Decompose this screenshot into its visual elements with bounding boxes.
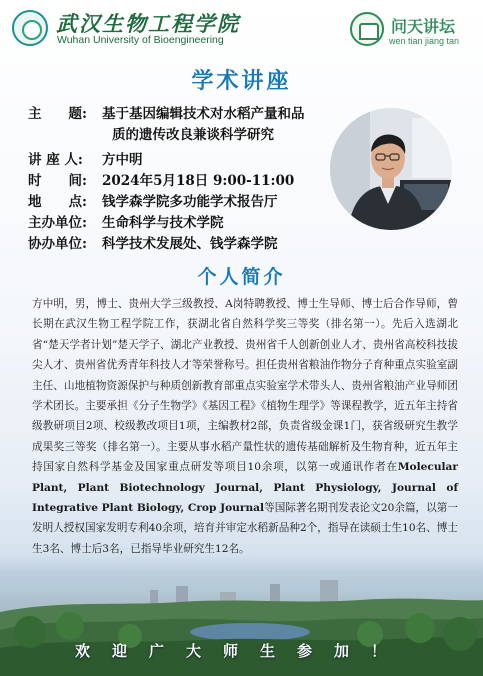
host-value: 生命科学与技术学院 <box>102 215 224 231</box>
place-value: 钱学森学院多功能学术报告厅 <box>102 194 278 210</box>
speaker-portrait <box>330 108 452 230</box>
host-row <box>28 213 224 234</box>
speaker-name: 方中明 <box>102 152 143 168</box>
topic-line-2: 质的遗传改良兼谈科学研究 <box>112 127 274 143</box>
forum-name-en: wen tian jiang tan <box>389 36 460 46</box>
poster-title: 学术讲座 <box>191 69 292 94</box>
host-label: 主办单位: <box>28 215 87 231</box>
topic-row <box>28 104 305 125</box>
bio-text <box>32 294 458 559</box>
speaker-photo <box>330 108 452 230</box>
forum-emblem-icon <box>350 12 384 46</box>
speaker-row <box>28 150 143 171</box>
cohost-row <box>28 234 278 255</box>
bio-paragraph-2: 等国际著名期刊发表论文20余篇，以第一发明人授权国家发明专利40余项，培育并审定水稻新品种2个，指导在读硕士生10名、博士生3名、博士后3名，已指导毕业研究生12名。 <box>32 502 458 555</box>
time-value: 2024年5月18日 9:00-11:00 <box>102 173 295 189</box>
bio-journals: Molecular Plant, Plant Biotechnology Journal, Plant Physiology, Journal of Integrative Plant Biology, Crop Journal <box>32 461 458 515</box>
university-emblem-icon <box>12 10 48 46</box>
topic-label: 主 题: <box>28 106 87 122</box>
header <box>0 0 483 56</box>
university-name-en: Wuhan University of Bioengineering <box>57 34 224 46</box>
cohost-value: 科学技术发展处、钱学森学院 <box>102 236 278 252</box>
forum-name-cn: 问天讲坛 <box>391 17 456 36</box>
university-name-cn: 武汉生物工程学院 <box>56 11 240 36</box>
speaker-label: 讲 座 人: <box>28 152 83 168</box>
welcome-banner: 欢迎广大师生参加！ <box>74 642 408 660</box>
section-title-bio: 个人简介 <box>197 266 286 288</box>
place-label: 地 点: <box>28 194 87 210</box>
bio-paragraph-1: 方中明，男，博士、贵州大学三级教授、A岗特聘教授、博士生导师、博士后合作导师，曾长期在武汉生物工程学院工作，获湖北省自然科学奖三等奖（排名第一）。先后入选湖北省“楚天学者计划”楚天学子、湖北产业教授、贵州省千人创新创业人才、贵州省高校科技拔尖人才、贵州省优秀青年科技人才等荣誉称号。担任贵州省粮油作物分子育种重点实验室副主任、山地植物资源保护与种质创新教育部重点实验室学术带头人、贵州省粮油产业导师团学术团长。主要承担《分子生物学》《基因工程》《植物生理学》等课程教学，近五年主持省级教研项目2项、校级教改项目1项，主编教材2部，负责省级金课1门，获省级研究生教学成果奖三等奖（排名第一）。主要从事水稻产量性状的遗传基础解析及生物育种，近五年主持国家自然科学基金及国家重点研发等项目10余项，以第一或通讯作者在 <box>32 298 458 474</box>
place-row <box>28 192 278 213</box>
time-row <box>28 171 294 192</box>
time-label: 时 间: <box>28 173 87 189</box>
cohost-label: 协办单位: <box>28 236 87 252</box>
topic-line-1: 基于基因编辑技术对水稻产量和品 <box>102 106 305 122</box>
